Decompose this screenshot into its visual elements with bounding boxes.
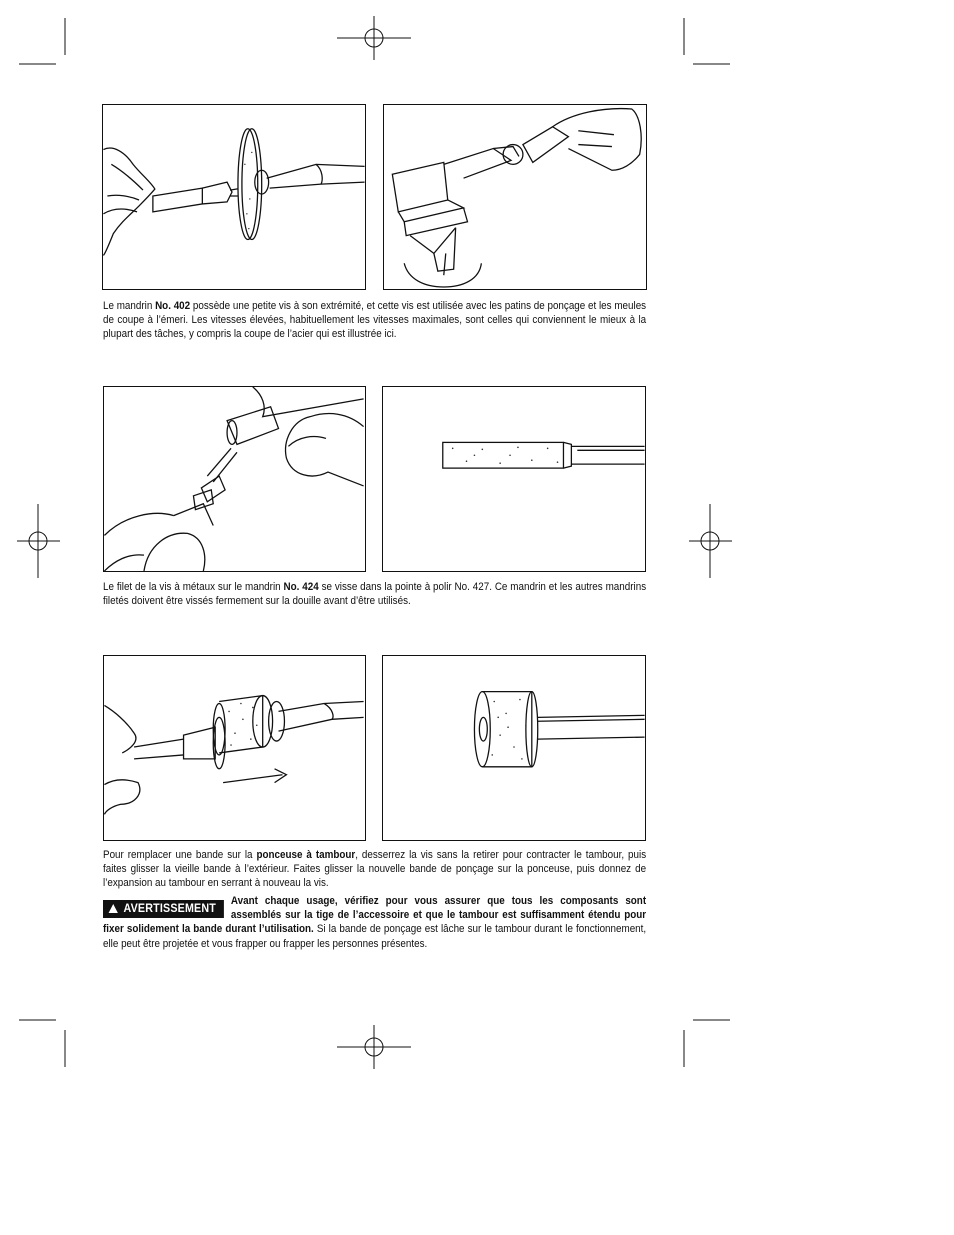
caption-2-post: se visse dans la pointe à polir No. 427. Ce mandrin et les autres mandrins filetés doivent être vissés fermement sur la douille avant d’être utilisés. [103, 581, 647, 608]
caption-1-bold: No. 402 [155, 300, 191, 312]
caption-mandrin-424 [103, 580, 646, 608]
warning-block [103, 894, 646, 951]
figure-polishing-point [382, 386, 646, 572]
figure-drum-sander-band [103, 655, 366, 841]
figure-cutoff-wheel-hand [102, 104, 366, 290]
warning-text: Si la bande de ponçage est lâche sur le tambour durant le fonctionnement, elle peut être projetée et vous frapper ou frapper les personnes présentes. [103, 923, 647, 950]
caption-2-pre: Le filet de la vis à métaux sur le mandrin [103, 581, 284, 593]
caption-1-pre: Le mandrin [103, 300, 156, 312]
steel-cutting-illustration [384, 105, 646, 289]
figure-threaded-mandrel-hand [103, 386, 366, 572]
caption-drum-sander [103, 848, 646, 891]
threaded-mandrel-illustration [104, 387, 365, 571]
drum-sander-band-illustration [104, 656, 365, 840]
warning-bold-text: Avant chaque usage, vérifiez pour vous assurer que tous les composants sont assemblés sur la tige de l’accessoire et que le tambour est suffisamment étendu pour fixer solidement la bande durant l’utilisation. [103, 895, 647, 936]
polishing-point-illustration [383, 387, 645, 571]
caption-3-bold: ponceuse à tambour [256, 849, 356, 861]
caption-1-post: possède une petite vis à son extrémité, et cette vis est utilisée avec les patins de ponçage et les meules de coupe à l’émeri. Les vitesses élevées, habituellement les vitesses maximales, sont celles qui conviennent le mieux à la plupart des tâches, y compris la coupe de l’acier qui est illustrée ici. [103, 300, 647, 341]
drum-sander-assembled-illustration [383, 656, 645, 840]
figure-drum-sander-assembled [382, 655, 646, 841]
caption-3-pre: Pour remplacer une bande sur la [103, 849, 257, 861]
warning-badge-label: AVERTISSEMENT [123, 903, 217, 915]
caption-3-post: , desserrez la vis sans la retirer pour contracter le tambour, puis faites glisser la vieille bande à l’extérieur. Faites glisser la nouvelle bande de ponçage sur la ponceuse, puis donnez de l’expansion au tambour en serrant à nouveau la vis. [103, 849, 647, 890]
caption-mandrin-402 [103, 299, 646, 342]
figure-cutting-steel-vise [383, 104, 647, 290]
caption-2-bold: No. 424 [283, 581, 319, 593]
cutoff-wheel-illustration [103, 105, 365, 289]
warning-triangle-icon [109, 904, 118, 913]
warning-badge [103, 900, 223, 918]
